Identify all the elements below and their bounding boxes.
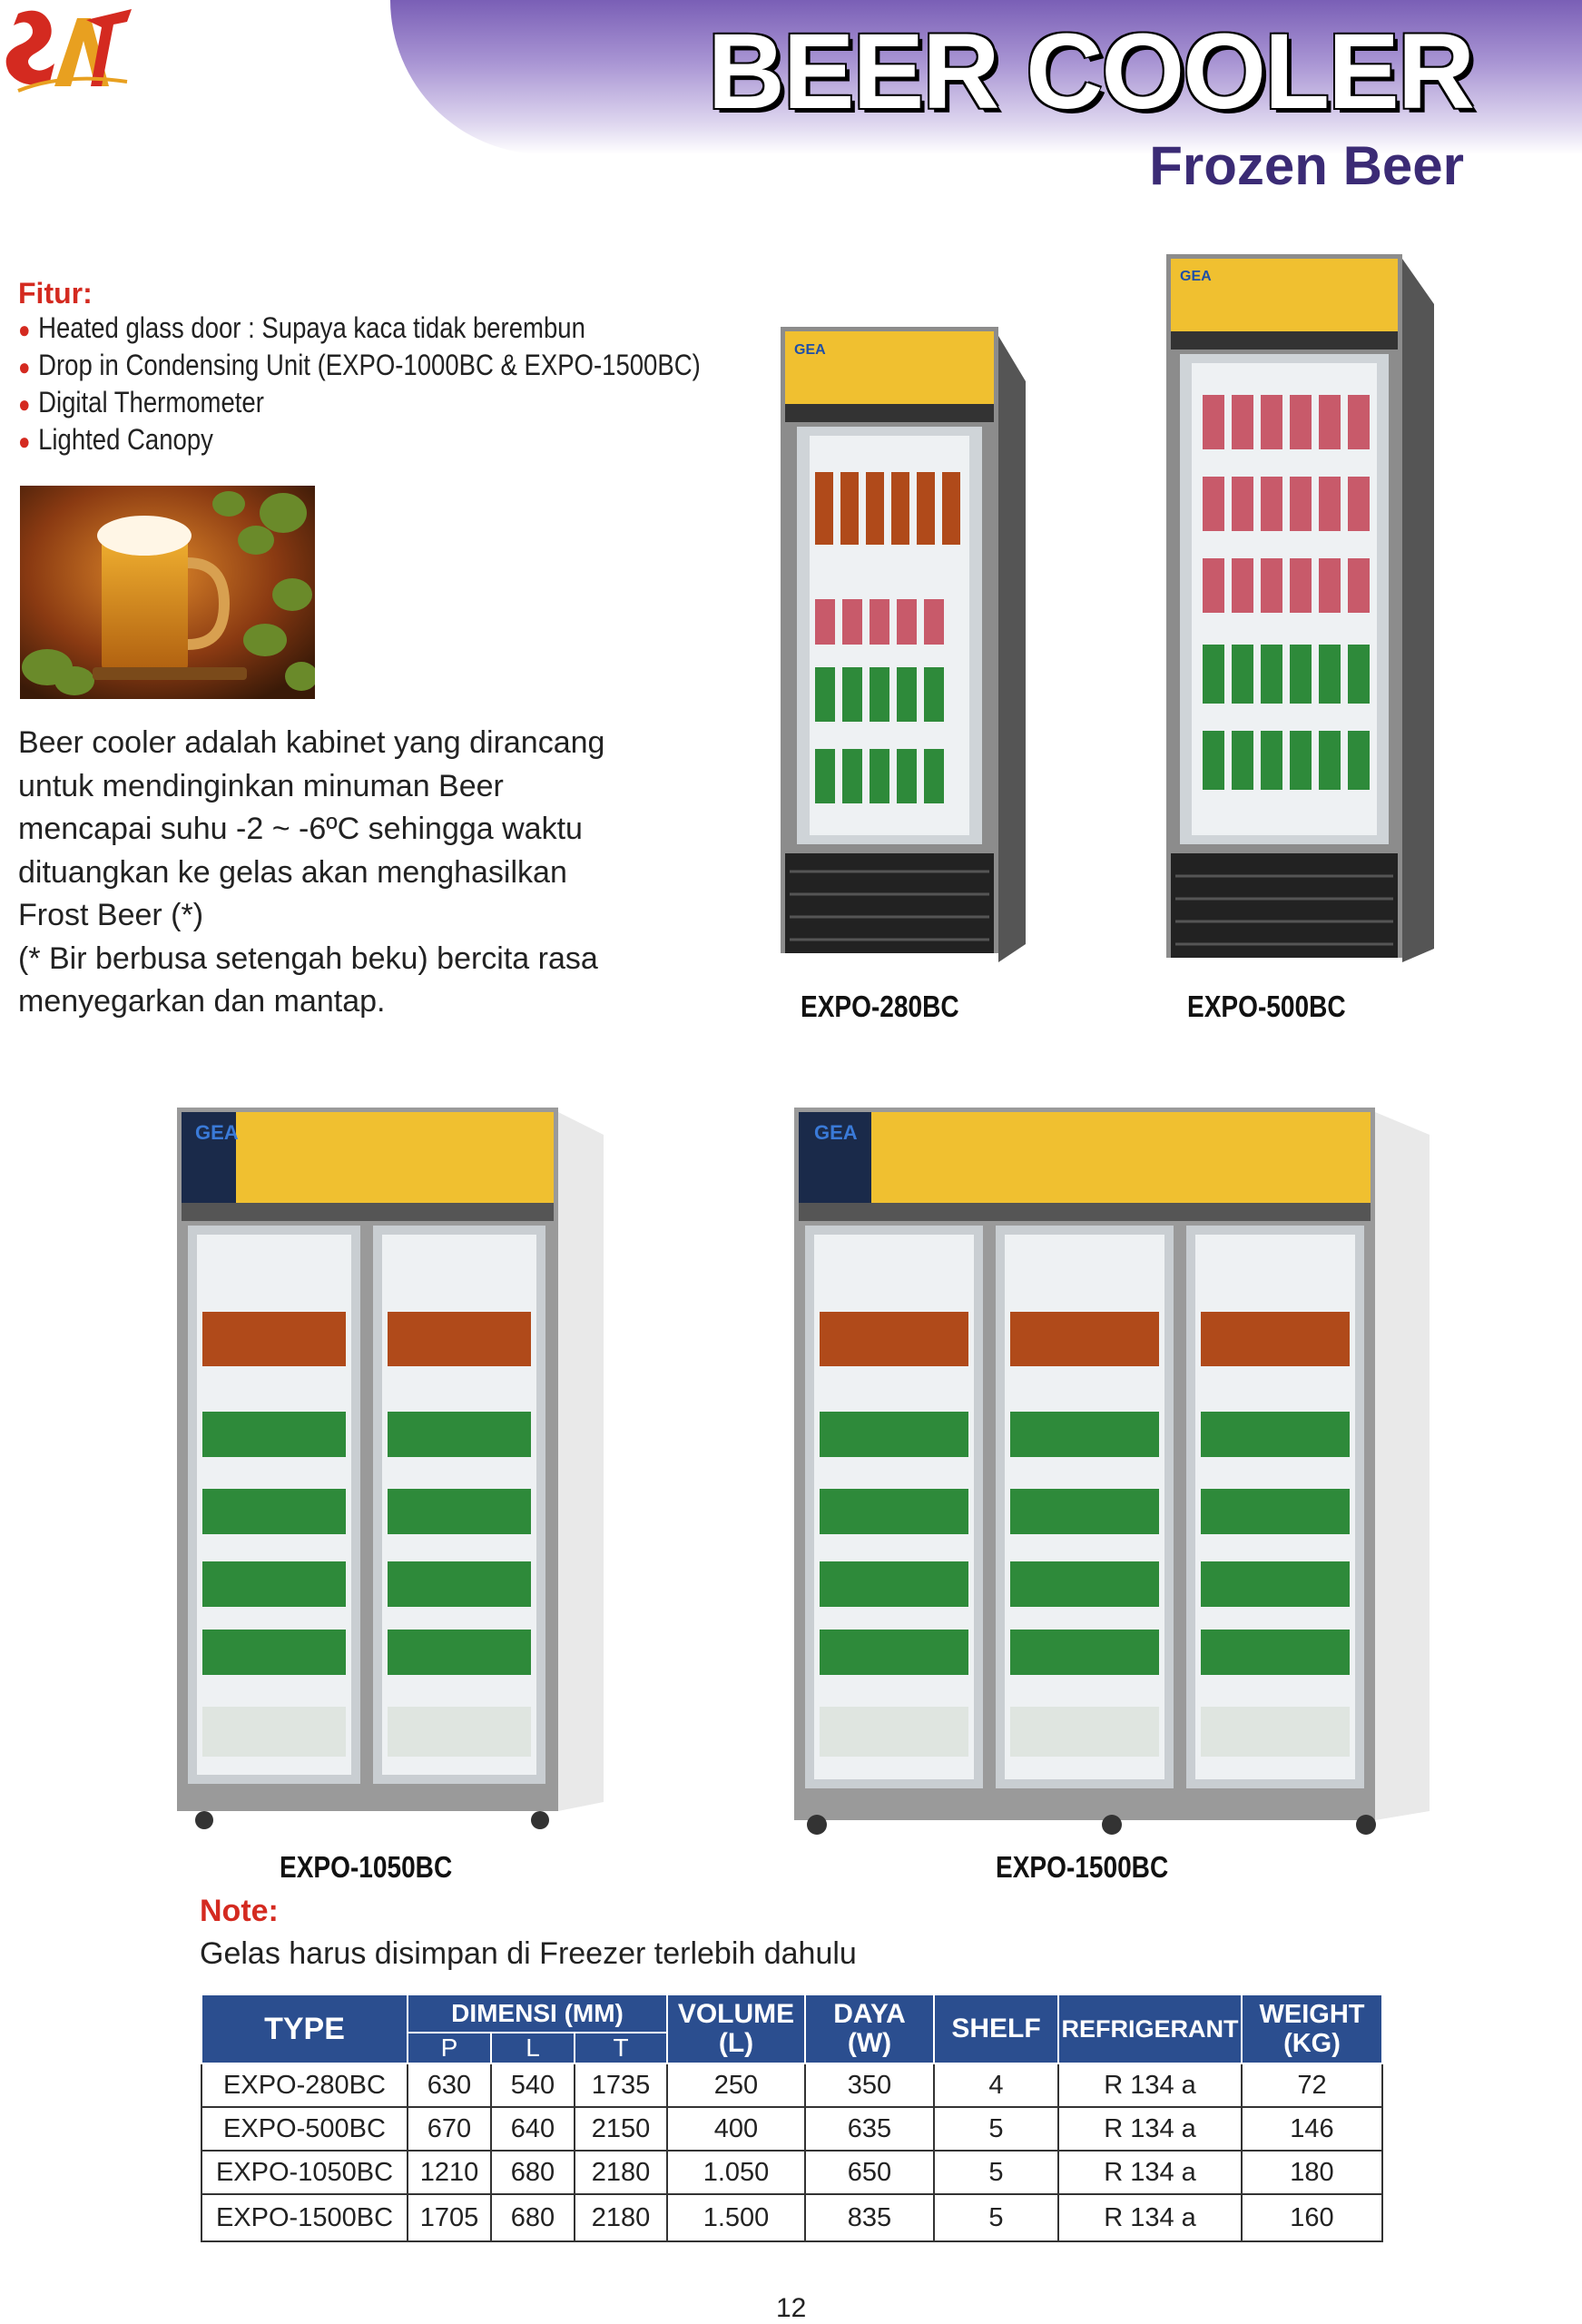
feature-item: ● Heated glass door : Supaya kaca tidak berembun [18,311,585,344]
cell-type: EXPO-1500BC [201,2194,408,2241]
note-heading: Note: [200,1894,279,1928]
beer-mug-photo [20,486,315,699]
cell-weight: 72 [1242,2063,1382,2107]
col-l: L [491,2033,575,2063]
cell-weight: 160 [1242,2194,1382,2241]
cell-shelf: 5 [934,2107,1058,2151]
col-daya: DAYA (W) [805,1994,934,2063]
cell-volume: 1.050 [667,2151,805,2194]
cell-p: 630 [408,2063,491,2107]
cell-refrigerant: R 134 a [1058,2107,1242,2151]
cell-p: 670 [408,2107,491,2151]
svg-text:GEA: GEA [1180,269,1212,284]
feature-item: ● Digital Thermometer [18,386,264,419]
cell-daya: 650 [805,2151,934,2194]
table-row [201,2063,1382,2107]
col-shelf: SHELF [934,1994,1058,2063]
page-title: BEER COOLER [707,12,1473,132]
cell-daya: 350 [805,2063,934,2107]
col-dimensi: DIMENSI (MM) [408,1994,667,2033]
col-p: P [408,2033,491,2063]
table-row [201,2194,1382,2241]
cell-shelf: 5 [934,2151,1058,2194]
page-subtitle: Frozen Beer [1149,135,1464,196]
feature-item: ● Drop in Condensing Unit (EXPO-1000BC & EXPO-1500BC) [18,349,701,381]
cell-t: 1735 [575,2063,667,2107]
cell-l: 680 [491,2151,575,2194]
cell-l: 640 [491,2107,575,2151]
cell-shelf: 5 [934,2194,1058,2241]
product-caption: EXPO-500BC [1187,990,1346,1023]
fridge-image-expo-1050bc [177,1103,604,1829]
cell-t: 2180 [575,2194,667,2241]
col-weight: WEIGHT (KG) [1242,1994,1382,2063]
cell-l: 680 [491,2194,575,2241]
feature-item: ● Lighted Canopy [18,423,213,456]
cell-daya: 635 [805,2107,934,2151]
cell-t: 2180 [575,2151,667,2194]
cell-refrigerant: R 134 a [1058,2194,1242,2241]
bullet-icon: ● [18,316,31,343]
cell-volume: 250 [667,2063,805,2107]
product-caption: EXPO-1050BC [280,1850,453,1884]
fridge-image-expo-1500bc [794,1103,1430,1838]
fridge-image-expo-500bc [1166,250,1434,962]
cell-volume: 400 [667,2107,805,2151]
col-volume: VOLUME (L) [667,1994,805,2063]
bullet-icon: ● [18,353,31,380]
cell-weight: 146 [1242,2107,1382,2151]
col-type: TYPE [201,1994,408,2063]
page-number: 12 [776,2293,807,2323]
description-text: Beer cooler adalah kabinet yang dirancang untuk mendinginkan minuman Beer mencapai suhu -2 ~ -6ºC sehingga waktu dituangkan ke gelas akan menghasilkan Frost Beer (*) (* Bir berbusa setengah beku) bercita rasa menyegarkan dan mantap. [18,725,605,1019]
svg-text:GEA: GEA [794,342,826,358]
svg-text:GEA: GEA [195,1121,239,1144]
cell-t: 2150 [575,2107,667,2151]
fridge-image-expo-280bc [781,318,1026,962]
cell-p: 1210 [408,2151,491,2194]
cell-shelf: 4 [934,2063,1058,2107]
features-list [18,310,811,459]
svg-text:GEA: GEA [814,1121,858,1144]
cell-type: EXPO-500BC [201,2107,408,2151]
bullet-icon: ● [18,390,31,418]
cell-l: 540 [491,2063,575,2107]
product-caption: EXPO-1500BC [996,1850,1169,1884]
cell-refrigerant: R 134 a [1058,2063,1242,2107]
company-logo [0,0,136,100]
col-t: T [575,2033,667,2063]
product-caption: EXPO-280BC [801,990,959,1023]
cell-weight: 180 [1242,2151,1382,2194]
cell-daya: 835 [805,2194,934,2241]
cell-type: EXPO-1050BC [201,2151,408,2194]
features-heading: Fitur: [18,277,93,310]
col-refrigerant: REFRIGERANT [1058,1994,1242,2063]
table-row [201,2107,1382,2151]
bullet-icon: ● [18,428,31,455]
cell-refrigerant: R 134 a [1058,2151,1242,2194]
cell-p: 1705 [408,2194,491,2241]
cell-volume: 1.500 [667,2194,805,2241]
cell-type: EXPO-280BC [201,2063,408,2107]
table-row [201,2151,1382,2194]
note-text: Gelas harus disimpan di Freezer terlebih dahulu [200,1936,857,1971]
spec-table [201,1994,1383,2242]
